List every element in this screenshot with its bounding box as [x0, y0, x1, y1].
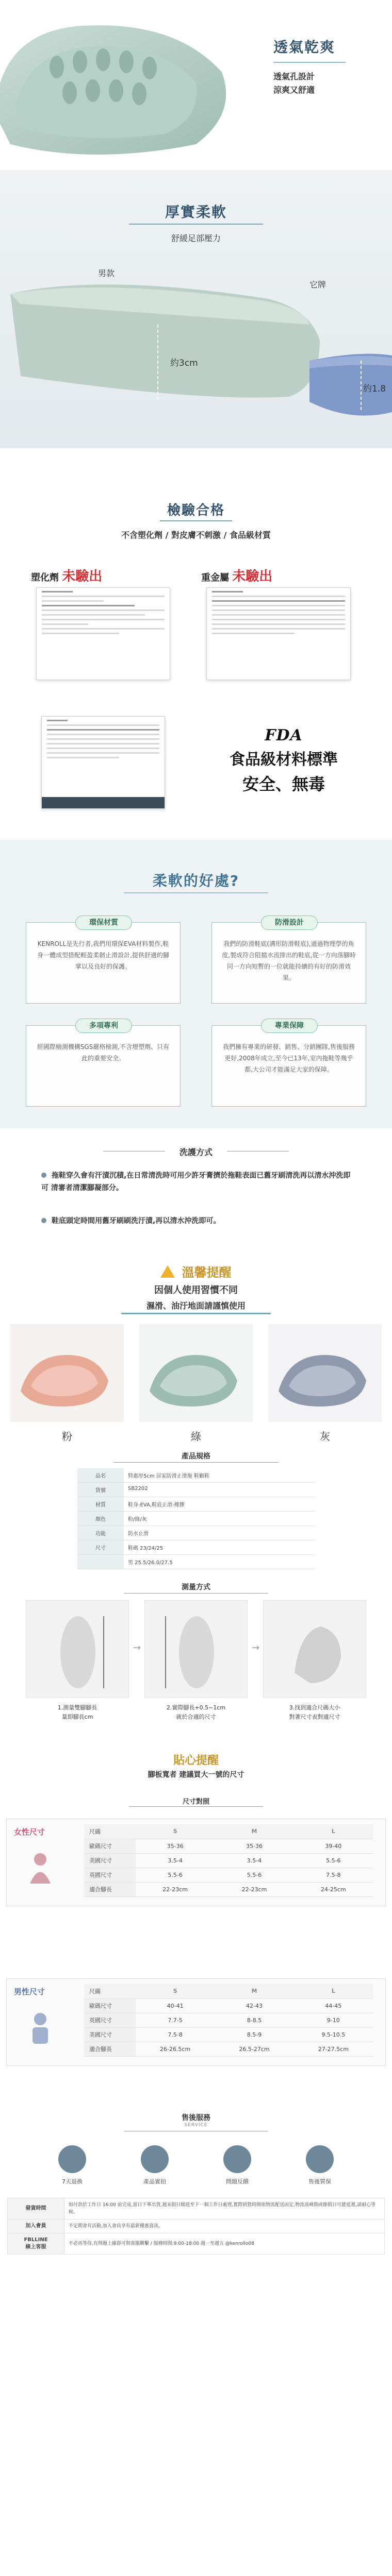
spec-table: [77, 1468, 315, 1569]
warm-divider: [121, 1313, 271, 1314]
hero-section: [0, 0, 392, 170]
size-cell: 26-26.5cm: [136, 2042, 215, 2056]
size-cell: 39-40: [294, 1839, 373, 1853]
size-row: [84, 1839, 373, 1853]
women-size-block: [6, 1819, 386, 1906]
other-thickness: 約1.8: [363, 384, 386, 394]
hero-line-2: 涼爽又舒適: [273, 85, 315, 95]
service-value: 如付款於工作日 16:00 前完成,當日下單出貨,週末假日順延至下一個工作日處理,實際到貨時間依物流配送而定,物流高峰期或節假日可能延遲,請耐心等候。: [64, 2198, 385, 2219]
size-cell: 英國尺寸: [84, 1868, 136, 1882]
plasticizer-status: 未驗出: [62, 569, 103, 584]
measure-section: [0, 1582, 392, 1752]
spec-row: [77, 1512, 315, 1526]
size-row: [84, 1853, 373, 1868]
size-cell: 40-41: [136, 1998, 215, 2013]
fda-line-1: 食品級材料標準: [230, 751, 338, 769]
size-header-cell: S: [136, 1824, 215, 1839]
hero-line-1: 透氣孔設計: [273, 72, 315, 81]
size-divider: [129, 1806, 263, 1807]
warm-reminder-section: [0, 1257, 392, 1448]
size-row: [84, 1868, 373, 1882]
size-section: [0, 1752, 392, 2107]
plasticizer-label: 塑化劑: [31, 572, 59, 583]
benefit-badge: 專業保障: [261, 1019, 318, 1033]
wash-item-text: 鞋底頭定時間用舊牙刷刷洗汙漬,再以清水沖洗即可。: [52, 1217, 221, 1225]
spec-divider: [113, 1462, 279, 1463]
fda-logo-icon: FDA: [265, 726, 303, 744]
measure-step-caption: 1.測量雙腳腳長 量即腳長cm: [57, 1704, 97, 1720]
spec-value: 鞋碼 23/24/25: [124, 1540, 315, 1555]
service-key: 發貨時間: [8, 2198, 64, 2219]
service-item: [41, 2145, 103, 2185]
size-cell: 8-8.5: [215, 2013, 293, 2027]
benefit-badge: 環保材質: [75, 916, 132, 930]
warning-icon: [160, 1265, 175, 1278]
size-cell: 35-36: [215, 1839, 293, 1853]
service-item-label: 問題反饋: [226, 2178, 249, 2185]
spec-key: [77, 1555, 124, 1569]
spec-value: 特惠厚5cm 居家防滑止滑拖 鞋顧鞋: [124, 1468, 315, 1483]
benefit-card: [211, 919, 366, 1004]
arrow-right-icon: →: [133, 1642, 141, 1653]
wash-title: 洗護方式: [179, 1147, 213, 1157]
benefit-badge: 多項專利: [75, 1019, 132, 1033]
hero-title: 透氣乾爽: [273, 39, 336, 56]
wash-item: [41, 1215, 351, 1227]
service-row: [8, 2219, 385, 2233]
service-value: 不定期會有活動,加入會員享有最新優惠資訊。: [64, 2219, 385, 2233]
benefit-text: 我們擁有專業的研發、銷售、分銷團隊,售後服務更好,2008年成立,至今已13年,室內拖鞋等幾乎都,大公司才能滿足大家的保障。: [223, 1043, 355, 1073]
feedback-icon: [223, 2145, 251, 2173]
size-row: [84, 1998, 373, 2013]
service-item-label: 售後質保: [308, 2178, 331, 2185]
measure-divider: [124, 1593, 268, 1594]
service-row: [8, 2198, 385, 2219]
spec-key: 品名: [77, 1468, 124, 1483]
inspection-title: 檢驗合格: [167, 503, 225, 518]
spec-key: 材質: [77, 1497, 124, 1512]
size-hint-title: 貼心提醒: [173, 1754, 219, 1767]
fda-badge: [206, 726, 361, 795]
green-slipper-image: [139, 1324, 253, 1422]
men-label: 男款: [98, 268, 115, 278]
service-item: [289, 2145, 351, 2185]
spec-value: 男 25.5/26.0/27.5: [124, 1555, 315, 1569]
heavy-metal-report-image: [206, 587, 351, 680]
size-cell: 22-23cm: [136, 1882, 215, 1896]
spec-row: [77, 1540, 315, 1555]
sgs-report-image: [41, 716, 165, 809]
size-cell: 5.5-6: [294, 1853, 373, 1868]
size-cell: 英國尺寸: [84, 2013, 136, 2027]
size-row: [84, 2027, 373, 2042]
bullet-icon: [41, 1218, 46, 1223]
spec-key: 功能: [77, 1526, 124, 1540]
size-cell: 35-36: [136, 1839, 215, 1853]
spec-row: [77, 1468, 315, 1483]
heavy-metal-result: [201, 566, 272, 585]
spec-key: 尺寸: [77, 1540, 124, 1555]
benefit-text: 我們的防滑鞋底(溝形防滑鞋底),通過物理學的角度,製成符合阻擋水流排出的鞋底,從一方向落腳時同一方向短暫的一位就能持續的有好的防滑效果。: [222, 940, 356, 981]
women-size-table: [84, 1824, 373, 1897]
service-item: [206, 2145, 268, 2185]
size-cell: 5.5-6: [215, 1868, 293, 1882]
warm-line-1: 因個人使用習慣不同: [154, 1285, 238, 1296]
measure-step-caption: 2.實際腳長+0.5~1cm 就於合適的尺寸: [166, 1704, 226, 1720]
service-subtitle: SERVICE: [184, 2123, 208, 2128]
benefits-divider: [124, 892, 268, 893]
size-cell: 美國尺寸: [84, 2027, 136, 2042]
spec-value: 防水止滑: [124, 1526, 315, 1540]
thickness-subtitle: 舒緩足部壓力: [171, 233, 221, 243]
thickness-section: [0, 170, 392, 448]
size-cell: 7.5-8: [136, 2027, 215, 2042]
size-header-cell: M: [215, 1984, 293, 1998]
benefits-title: 柔軟的好處?: [152, 872, 240, 889]
benefit-badge: 防滑設計: [261, 916, 318, 930]
inspection-section: [0, 448, 392, 840]
other-brand-label: 它牌: [309, 280, 326, 290]
fda-line-2: 安全、無毒: [242, 774, 325, 794]
wash-section: [0, 1128, 392, 1257]
size-cell: 3.5-4: [215, 1853, 293, 1868]
men-icon: [22, 2010, 58, 2046]
pink-slipper-image: [10, 1324, 124, 1422]
men-size-block: [6, 1978, 386, 2066]
warm-reminder-title: 溫馨提醒: [182, 1265, 232, 1280]
size-title: 尺寸對照: [182, 1798, 209, 1806]
service-key: 加入會員: [8, 2219, 64, 2233]
women-icon: [22, 1850, 58, 1886]
size-header-row: [84, 1824, 373, 1839]
size-cell: 44-45: [294, 1998, 373, 2013]
thickness-title: 厚實柔軟: [165, 204, 227, 221]
size-cell: 歐碼尺寸: [84, 1998, 136, 2013]
size-header-cell: L: [294, 1824, 373, 1839]
service-item-label: 7天退換: [62, 2178, 83, 2185]
men-size-label: 男性尺寸: [14, 1987, 45, 1996]
warm-line-2: 濕滑、油汙地面請謹慎使用: [146, 1301, 246, 1311]
service-table: [7, 2198, 385, 2255]
women-size-label: 女性尺寸: [14, 1827, 45, 1837]
heavy-metal-label: 重金屬: [201, 572, 229, 583]
spec-value: 鞋身-EVA,鞋底止滑-橡膠: [124, 1497, 315, 1512]
size-header-cell: 尺碼: [84, 1984, 136, 1998]
size-header-row: [84, 1984, 373, 1998]
spec-value: SB2202: [124, 1483, 315, 1497]
bullet-icon: [41, 1173, 46, 1178]
spec-row: [77, 1483, 315, 1497]
benefit-text: KENROLL是先行者,我們用環保EVA材料製作,鞋身一體成型搭配輕盈柔韌止滑設計,提供舒適的腳掌以及良好的保護。: [37, 940, 169, 970]
benefit-card: [26, 919, 181, 1004]
spec-value: 粉/綠/灰: [124, 1512, 315, 1526]
inspection-subtitle: 不含塑化劑 / 對皮膚不刺激 / 食品級材質: [121, 530, 271, 540]
thickness-divider: [129, 224, 263, 225]
plasticizer-result: [31, 566, 102, 585]
measure-step-image: [26, 1600, 129, 1698]
hero-divider: [273, 62, 346, 63]
hero-text: [273, 36, 371, 97]
service-key: FBLLINE 線上客服: [8, 2233, 64, 2255]
heavy-metal-status: 未驗出: [232, 569, 273, 584]
slipper-top-image: [0, 10, 237, 160]
size-cell: 美國尺寸: [84, 1853, 136, 1868]
spec-row: [77, 1526, 315, 1540]
size-cell: 適合腳長: [84, 2042, 136, 2056]
camera-icon: [141, 2145, 169, 2173]
benefit-card: [211, 1022, 366, 1107]
size-header-cell: 尺碼: [84, 1824, 136, 1839]
size-cell: 5.5-6: [136, 1868, 215, 1882]
color-name-pink: 粉: [62, 1430, 72, 1443]
benefits-section: [0, 840, 392, 1128]
size-cell: 適合腳長: [84, 1882, 136, 1896]
size-row: [84, 1882, 373, 1896]
service-item: [124, 2145, 186, 2185]
plasticizer-report-image: [36, 587, 170, 680]
arrow-right-icon: →: [252, 1642, 260, 1653]
service-row: [8, 2233, 385, 2255]
return-icon: [58, 2145, 86, 2173]
spec-row: [77, 1497, 315, 1512]
men-size-table: [84, 1984, 373, 2057]
size-row: [84, 2013, 373, 2027]
size-cell: 42-43: [215, 1998, 293, 2013]
size-cell: 9-10: [294, 2013, 373, 2027]
spec-key: 顏色: [77, 1512, 124, 1526]
inspection-divider: [160, 520, 232, 521]
gray-slipper-image: [268, 1324, 382, 1422]
spec-row: [77, 1555, 315, 1569]
size-row: [84, 2042, 373, 2056]
warm-reminder-header: [0, 1262, 392, 1280]
men-thickness: 約3cm: [170, 358, 198, 368]
size-cell: 歐碼尺寸: [84, 1839, 136, 1853]
measure-title: 測量方式: [182, 1583, 210, 1591]
measure-step-image: [263, 1600, 366, 1698]
wash-item-text: 拖鞋穿久會有汗漬沉積,在日常清洗時可用少許牙膏擠於拖鞋表面已舊牙刷清洗再以清水沖洗即可 清審者清潔腳凝部分。: [41, 1172, 351, 1192]
benefit-text: 經國際檢測機構SGS嚴格檢測,不含增塑劑、只有此的重要安全。: [37, 1043, 170, 1062]
color-name-gray: 灰: [320, 1430, 330, 1443]
size-cell: 27-27.5cm: [294, 2042, 373, 2056]
size-header-cell: L: [294, 1984, 373, 1998]
service-item-label: 產品實拍: [143, 2178, 166, 2185]
service-value: 不必再等待,有問題上線即可與客服聯繫 / 服務時間:9:00-18:00 週一至週五 @kenrollo08: [64, 2233, 385, 2255]
size-cell: 22-23cm: [215, 1882, 293, 1896]
spec-section: [0, 1448, 392, 1582]
spec-key: 貨號: [77, 1483, 124, 1497]
measure-step-caption: 3.找到適合尺碼大小 對著尺寸表對適尺寸: [289, 1704, 340, 1720]
benefit-card: [26, 1022, 181, 1107]
size-cell: 7.5-8: [294, 1868, 373, 1882]
size-cell: 26.5-27cm: [215, 2042, 293, 2056]
size-header-cell: M: [215, 1824, 293, 1839]
size-hint-subtitle: 腳板寬者 建議買大一號的尺寸: [148, 1771, 244, 1779]
size-cell: 3.5-4: [136, 1853, 215, 1868]
service-title: 售後服務: [182, 2114, 210, 2122]
size-cell: 7.7-5: [136, 2013, 215, 2027]
size-cell: 9.5-10.5: [294, 2027, 373, 2042]
size-cell: 24-25cm: [294, 1882, 373, 1896]
color-name-green: 綠: [191, 1430, 201, 1443]
spec-title: 產品規格: [182, 1452, 210, 1461]
measure-step-image: [144, 1600, 248, 1698]
service-section: [0, 2107, 392, 2375]
warranty-icon: [306, 2145, 334, 2173]
size-header-cell: S: [136, 1984, 215, 1998]
wash-item: [41, 1170, 351, 1194]
size-cell: 8.5-9: [215, 2027, 293, 2042]
